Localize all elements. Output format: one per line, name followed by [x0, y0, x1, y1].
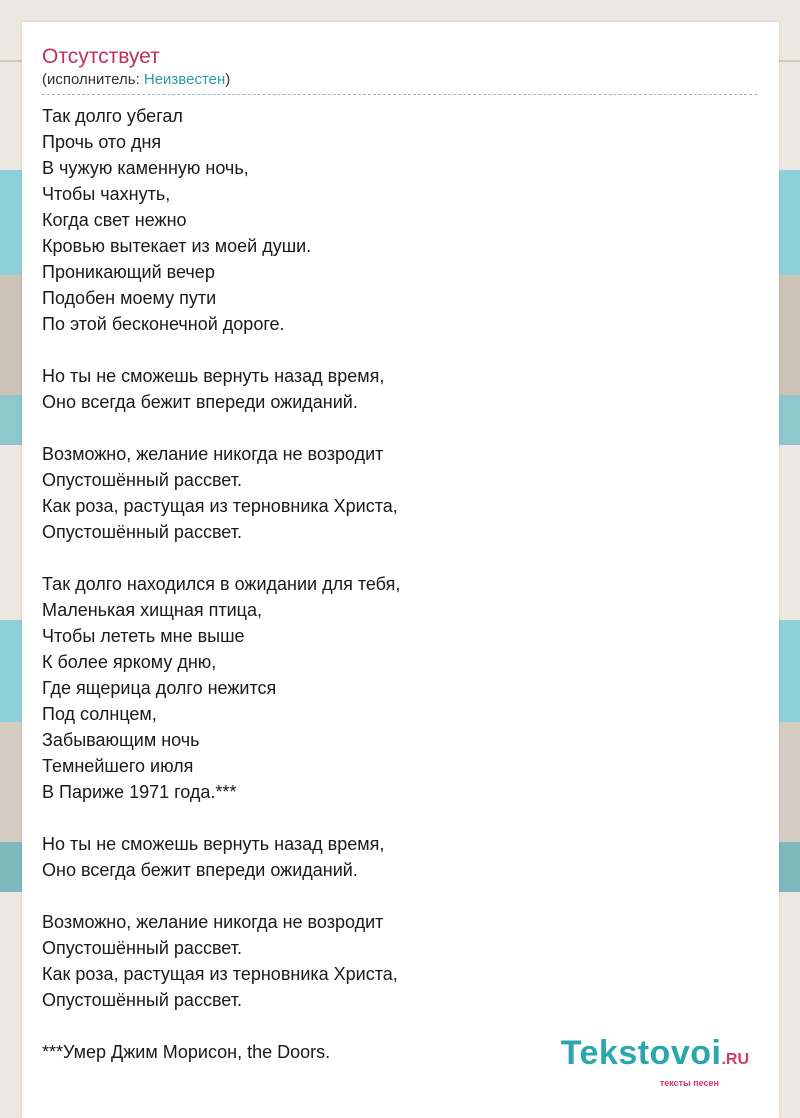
stanza-break — [42, 805, 742, 831]
lyric-line: Так долго убегал — [42, 106, 183, 126]
stanza-break — [42, 545, 742, 571]
lyric-line: Опустошённый рассвет. — [42, 522, 242, 542]
lyric-line: Проникающий вечер — [42, 262, 215, 282]
stanza-break — [42, 883, 742, 909]
stanza-break — [42, 415, 742, 441]
lyric-line: По этой бесконечной дороге. — [42, 314, 285, 334]
performer-prefix: (исполнитель: — [42, 71, 144, 88]
lyrics-sheet — [22, 22, 779, 1118]
lyric-line: Прочь ото дня — [42, 132, 162, 152]
artist-link[interactable]: Неизвестен — [143, 71, 226, 88]
lyric-line: Когда свет нежно — [42, 210, 187, 230]
lyric-line: Оно всегда бежит впереди ожиданий. — [42, 860, 358, 880]
lyric-line: Где ящерица долго нежится — [42, 678, 277, 698]
lyric-line: Оно всегда бежит впереди ожиданий. — [42, 392, 358, 412]
logo-tagline: тексты песен — [659, 1078, 719, 1088]
lyric-line: Возможно, желание никогда не возродит — [42, 444, 384, 464]
song-title: Отсутствует — [42, 45, 160, 68]
lyric-line: Как роза, растущая из терновника Христа, — [42, 496, 398, 516]
lyric-line: Опустошённый рассвет. — [42, 470, 242, 490]
lyric-line: Темнейшего июля — [42, 756, 194, 776]
lyric-line: Возможно, желание никогда не возродит — [42, 912, 384, 932]
logo-name: Tekstovoi — [560, 1034, 722, 1072]
lyrics-body — [42, 103, 742, 1065]
lyric-line: Чтобы лететь мне выше — [42, 626, 245, 646]
lyric-line: Забывающим ночь — [42, 730, 200, 750]
logo-tld: .RU — [721, 1051, 749, 1068]
song-header — [42, 44, 757, 95]
lyric-line: Как роза, растущая из терновника Христа, — [42, 964, 398, 984]
lyric-line: Опустошённый рассвет. — [42, 990, 242, 1010]
lyric-line: Чтобы чахнуть, — [42, 184, 171, 204]
lyric-line: Маленькая хищная птица, — [42, 600, 262, 620]
performer-suffix: ) — [225, 71, 231, 88]
lyric-line: К более яркому дню, — [42, 652, 217, 672]
lyric-line: Кровью вытекает из моей души. — [42, 236, 312, 256]
lyric-line: В чужую каменную ночь, — [42, 158, 249, 178]
lyric-line: Так долго находился в ожидании для тебя, — [42, 574, 401, 594]
lyric-line: В Париже 1971 года.*** — [42, 782, 237, 802]
site-logo[interactable] — [509, 1035, 749, 1088]
lyric-line: Под солнцем, — [42, 704, 157, 724]
lyric-line: Подобен моему пути — [42, 288, 217, 308]
lyric-line: Но ты не сможешь вернуть назад время, — [42, 366, 385, 386]
stanza-break — [42, 337, 742, 363]
performer-line — [42, 70, 757, 90]
lyric-line: Но ты не сможешь вернуть назад время, — [42, 834, 385, 854]
lyric-line: ***Умер Джим Морисон, the Doors. — [42, 1042, 331, 1062]
lyric-line: Опустошённый рассвет. — [42, 938, 242, 958]
